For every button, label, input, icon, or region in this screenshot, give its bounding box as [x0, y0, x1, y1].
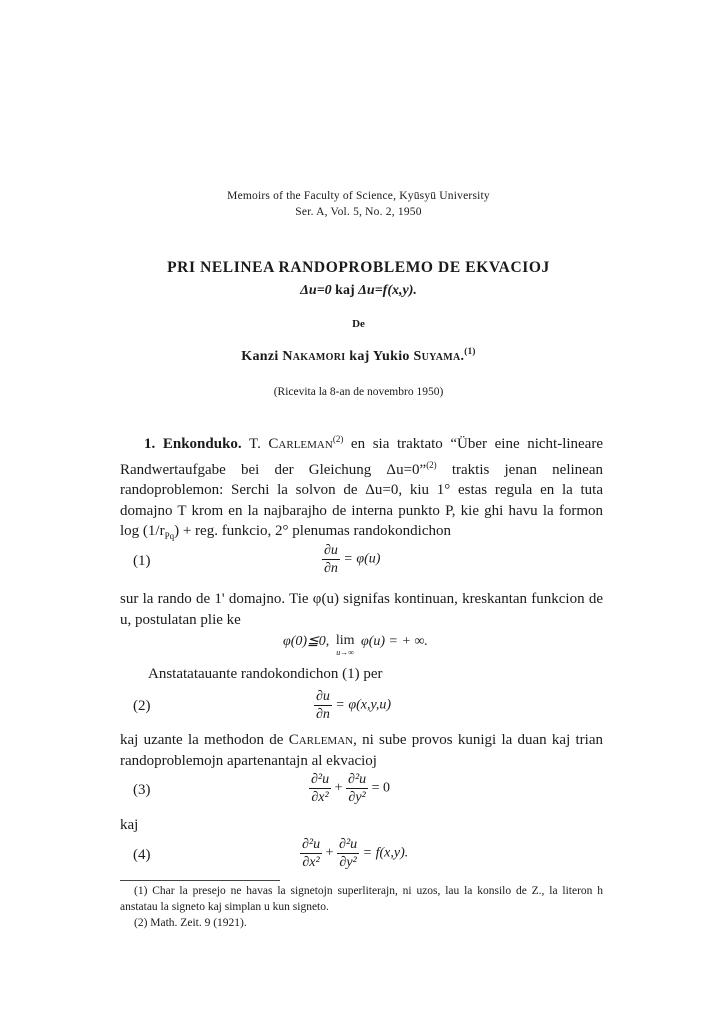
- carleman-name: Carleman: [268, 436, 333, 452]
- eq1-rhs: = φ(u): [343, 551, 381, 567]
- conjunction-kaj: kaj: [120, 817, 139, 833]
- eq3-rhs: = 0: [371, 780, 391, 796]
- equation-3: [309, 771, 390, 806]
- limit-operator: lim: [335, 633, 355, 648]
- authors-line: [0, 346, 717, 365]
- equation-4-number: (4): [133, 847, 151, 863]
- intro-text-c: traktis jenan nelinean randoproblemon: Serchi la solvon de Δu=0, kiu 1° estas regula en la tuta domajno T krom en la najbarajho de interna punkto P, kie ghi havu la formon log (1/r: [120, 461, 603, 539]
- subtitle-equation-2: Δu=f(x,y).: [358, 283, 417, 298]
- paper-title: PRI NELINEA RANDOPROBLEMO DE EKVACIOJ: [167, 259, 550, 276]
- eq4-term2-den: ∂y²: [339, 855, 357, 870]
- equation-2-number: (2): [133, 698, 151, 714]
- eq2-rhs: = φ(x,y,u): [335, 697, 392, 713]
- paragraph-3: Anstatatauante randokondichon (1) per: [148, 666, 383, 682]
- intro-text-b: en sia traktato “Über eine nicht-lineare Randwertaufgabe bei der Gleichung Δu=0”: [120, 436, 603, 478]
- footnote-1: (1) Char la presejo ne havas la signetojn superliterajn, ni uzos, lau la konsilo de Z., la literon h anstatau la signeto kaj simplan u kun signeto.: [120, 885, 603, 913]
- received-date: (Ricevita la 8-an de novembro 1950): [273, 386, 444, 398]
- footnote-ref-2b: (2): [426, 459, 437, 470]
- limit-left: φ(0)≦0,: [283, 634, 330, 649]
- equation-1: [322, 542, 380, 577]
- paragraph-4: [120, 730, 603, 771]
- intro-text-a: T.: [249, 436, 269, 452]
- footnote-ref-1: (1): [464, 346, 476, 356]
- eq1-numerator: ∂u: [324, 543, 338, 558]
- eq1-denominator: ∂n: [324, 561, 338, 576]
- eq3-plus: +: [334, 780, 343, 796]
- subscript-pq: Pq: [164, 531, 175, 541]
- equation-3-number: (3): [133, 782, 151, 798]
- equation-1-number: (1): [133, 553, 151, 569]
- footnote-divider: [120, 880, 280, 881]
- intro-text-d: ) + reg. funkcio, 2° plenumas randokondichon: [174, 523, 451, 539]
- subtitle-equation-1: Δu=0: [300, 283, 332, 298]
- eq4-term1-den: ∂x²: [302, 855, 320, 870]
- limit-subscript: u→∞: [336, 648, 354, 657]
- paper-subtitle: [0, 283, 717, 299]
- subtitle-conjunction: kaj: [335, 283, 355, 298]
- eq4-plus: +: [325, 845, 334, 861]
- eq2-denominator: ∂n: [316, 707, 330, 722]
- eq4-term1-num: ∂²u: [302, 837, 321, 852]
- byline-de: De: [352, 318, 365, 330]
- p4-text-b: , ni sube provos kunigi la duan kaj trian randoproblemojn apartenantajn al ekvacioj: [120, 732, 603, 769]
- authors-conjunction: kaj: [349, 349, 370, 364]
- p4-text-a: kaj uzante la methodon de: [120, 732, 289, 748]
- author2-first-name: Yukio: [372, 349, 410, 364]
- limit-condition: [283, 633, 428, 657]
- intro-paragraph: [120, 429, 603, 547]
- journal-header-line1: Memoirs of the Faculty of Science, Kyūsyū University: [227, 190, 490, 202]
- footnote-2: (2) Math. Zeit. 9 (1921).: [134, 917, 247, 929]
- p4-carleman: Carleman: [288, 732, 354, 748]
- equation-2: [314, 688, 391, 723]
- eq3-term2-den: ∂y²: [348, 790, 366, 805]
- equation-4: [300, 836, 408, 871]
- footnote-ref-2: (2): [332, 434, 344, 444]
- author2-surname: Suyama.: [413, 349, 465, 364]
- eq2-numerator: ∂u: [316, 689, 330, 704]
- paragraph-2: sur la rando de 1' domajno. Tie φ(u) signifas kontinuan, kreskantan funkcion de u, postulatan plie ke: [120, 591, 603, 628]
- eq3-term1-num: ∂²u: [311, 772, 330, 787]
- author1-first-name: Kanzi: [241, 349, 279, 364]
- author1-surname: Nakamori: [282, 349, 346, 364]
- eq3-term1-den: ∂x²: [311, 790, 329, 805]
- eq3-term2-num: ∂²u: [348, 772, 367, 787]
- journal-header-line2: Ser. A, Vol. 5, No. 2, 1950: [295, 206, 422, 218]
- limit-right: φ(u) = + ∞.: [360, 634, 428, 649]
- section-heading: 1. Enkonduko.: [144, 436, 242, 452]
- eq4-rhs: = f(x,y).: [362, 845, 409, 861]
- eq4-term2-num: ∂²u: [339, 837, 358, 852]
